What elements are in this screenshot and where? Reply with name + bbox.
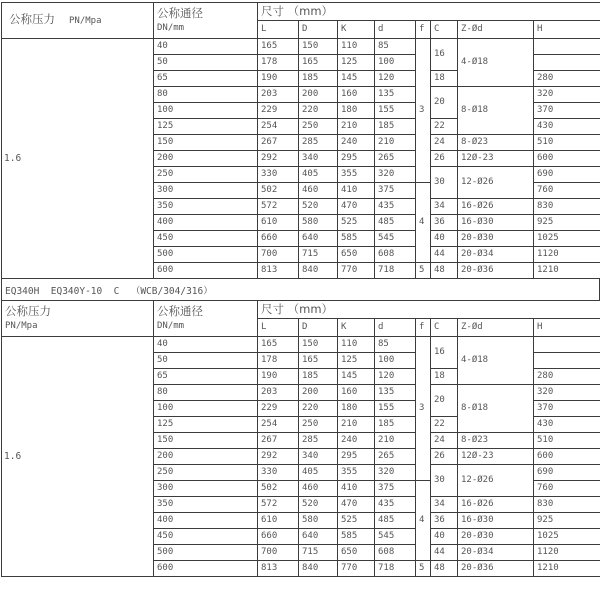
- cell-dn: 80: [154, 385, 258, 401]
- cell-D: 165: [299, 353, 338, 369]
- cell-H: 1210: [534, 561, 600, 577]
- pressure-header: [2, 3, 154, 39]
- cell-H: 600: [534, 151, 600, 167]
- cell-L: 203: [258, 87, 299, 103]
- cell-L: 165: [258, 39, 299, 55]
- cell-f: 5: [416, 263, 431, 279]
- cell-Z: 16-Ø26: [458, 199, 534, 215]
- cell-Z: 12Ø-23: [458, 151, 534, 167]
- cell-dn: 300: [154, 481, 258, 497]
- cell-d: 85: [375, 337, 416, 353]
- cell-K: 160: [338, 87, 375, 103]
- cell-K: 125: [338, 353, 375, 369]
- cell-L: 660: [258, 529, 299, 545]
- cell-d: 608: [375, 545, 416, 561]
- cell-D: 640: [299, 529, 338, 545]
- cell-Z: 20-Ø34: [458, 247, 534, 263]
- cell-D: 715: [299, 247, 338, 263]
- cell-f: 5: [416, 561, 431, 577]
- cell-Z: 8-Ø23: [458, 135, 534, 151]
- cell-H: 690: [534, 167, 600, 183]
- cell-K: 470: [338, 199, 375, 215]
- cell-L: 572: [258, 199, 299, 215]
- cell-d: 265: [375, 151, 416, 167]
- cell-K: 525: [338, 513, 375, 529]
- cell-L: 572: [258, 497, 299, 513]
- cell-K: 210: [338, 119, 375, 135]
- cell-D: 340: [299, 449, 338, 465]
- table-row: [2, 39, 600, 55]
- cell-dn: 450: [154, 529, 258, 545]
- cell-K: 410: [338, 183, 375, 199]
- cell-Z: 20-Ø34: [458, 545, 534, 561]
- cell-H: 510: [534, 433, 600, 449]
- col-header-d: d: [375, 319, 416, 337]
- cell-dn: 250: [154, 167, 258, 183]
- cell-D: 520: [299, 199, 338, 215]
- cell-H: 280: [534, 71, 600, 87]
- cell-dn: 200: [154, 449, 258, 465]
- cell-L: 813: [258, 263, 299, 279]
- cell-L: 190: [258, 369, 299, 385]
- cell-d: 608: [375, 247, 416, 263]
- cell-H: [534, 55, 600, 71]
- cell-H: 1025: [534, 231, 600, 247]
- cell-C: 44: [431, 247, 458, 263]
- cell-Z: 20-Ø36: [458, 263, 534, 279]
- cell-L: 700: [258, 545, 299, 561]
- cell-dn: 65: [154, 71, 258, 87]
- cell-C: 24: [431, 135, 458, 151]
- cell-L: 178: [258, 55, 299, 71]
- cell-d: 100: [375, 353, 416, 369]
- cell-d: 185: [375, 119, 416, 135]
- cell-K: 470: [338, 497, 375, 513]
- cell-dn: 100: [154, 401, 258, 417]
- cell-d: 155: [375, 103, 416, 119]
- cell-D: 185: [299, 71, 338, 87]
- cell-L: 610: [258, 215, 299, 231]
- cell-C: 20: [431, 385, 458, 417]
- cell-dn: 80: [154, 87, 258, 103]
- col-header-D: D: [299, 21, 338, 39]
- cell-Z: 16-Ø26: [458, 497, 534, 513]
- cell-L: 254: [258, 119, 299, 135]
- header-row-1: [2, 301, 600, 319]
- cell-dn: 100: [154, 103, 258, 119]
- cell-L: 229: [258, 103, 299, 119]
- dn-unit: DN/mm: [157, 320, 185, 331]
- cell-H: 1120: [534, 247, 600, 263]
- pressure-label: 公称压力: [9, 12, 55, 26]
- cell-dn: 65: [154, 369, 258, 385]
- cell-K: 145: [338, 71, 375, 87]
- cell-H: 510: [534, 135, 600, 151]
- cell-K: 160: [338, 385, 375, 401]
- cell-dn: 125: [154, 417, 258, 433]
- cell-d: 320: [375, 465, 416, 481]
- cell-D: 285: [299, 135, 338, 151]
- cell-C: 36: [431, 215, 458, 231]
- cell-C: 26: [431, 151, 458, 167]
- cell-L: 330: [258, 167, 299, 183]
- cell-d: 718: [375, 561, 416, 577]
- cell-D: 460: [299, 481, 338, 497]
- cell-H: 1210: [534, 263, 600, 279]
- cell-C: 40: [431, 231, 458, 247]
- cell-D: 150: [299, 39, 338, 55]
- col-header-Z: Z-Ød: [458, 21, 534, 39]
- cell-D: 150: [299, 337, 338, 353]
- cell-L: 203: [258, 385, 299, 401]
- cell-D: 200: [299, 87, 338, 103]
- cell-K: 145: [338, 369, 375, 385]
- cell-dn: 300: [154, 183, 258, 199]
- cell-K: 770: [338, 263, 375, 279]
- cell-f: 3: [416, 337, 431, 481]
- cell-d: 100: [375, 55, 416, 71]
- cell-dn: 450: [154, 231, 258, 247]
- cell-dn: 50: [154, 55, 258, 71]
- cell-Z: 16-Ø30: [458, 513, 534, 529]
- cell-K: 240: [338, 433, 375, 449]
- pressure-label: 公称压力: [5, 303, 51, 318]
- cell-K: 125: [338, 55, 375, 71]
- col-header-K: K: [338, 21, 375, 39]
- cell-L: 190: [258, 71, 299, 87]
- cell-L: 292: [258, 449, 299, 465]
- cell-L: 610: [258, 513, 299, 529]
- cell-Z: 16-Ø30: [458, 215, 534, 231]
- col-header-d: d: [375, 21, 416, 39]
- cell-dn: 600: [154, 263, 258, 279]
- cell-C: 48: [431, 263, 458, 279]
- cell-H: 690: [534, 465, 600, 481]
- cell-H: 1120: [534, 545, 600, 561]
- spec-table-bottom: [1, 300, 600, 577]
- pressure-unit: PN/Mpa: [5, 320, 38, 331]
- cell-D: 640: [299, 231, 338, 247]
- cell-K: 240: [338, 135, 375, 151]
- model-caption: EQ340H EQ340Y-10 C （WCB/304/316）: [1, 279, 600, 300]
- pressure-unit: PN/Mpa: [69, 16, 102, 26]
- cell-d: 85: [375, 39, 416, 55]
- cell-H: 830: [534, 497, 600, 513]
- cell-C: 30: [431, 465, 458, 497]
- cell-d: 265: [375, 449, 416, 465]
- table-body: [2, 337, 600, 577]
- header-row-1: [2, 3, 600, 21]
- cell-dn: 500: [154, 247, 258, 263]
- cell-Z: 12-Ø26: [458, 465, 534, 497]
- cell-d: 185: [375, 417, 416, 433]
- cell-dn: 150: [154, 433, 258, 449]
- cell-d: 210: [375, 433, 416, 449]
- cell-K: 525: [338, 215, 375, 231]
- cell-D: 200: [299, 385, 338, 401]
- cell-H: 925: [534, 513, 600, 529]
- col-header-K: K: [338, 319, 375, 337]
- col-header-Z: Z-Ød: [458, 319, 534, 337]
- col-header-H: H: [534, 319, 600, 337]
- table-row: [2, 337, 600, 353]
- cell-H: 430: [534, 417, 600, 433]
- cell-d: 120: [375, 71, 416, 87]
- col-header-C: C: [431, 21, 458, 39]
- cell-D: 220: [299, 401, 338, 417]
- cell-D: 185: [299, 369, 338, 385]
- col-header-L: L: [258, 21, 299, 39]
- pressure-header: [2, 301, 154, 337]
- cell-K: 410: [338, 481, 375, 497]
- cell-Z: 12Ø-23: [458, 449, 534, 465]
- cell-K: 180: [338, 401, 375, 417]
- cell-f: 4: [416, 481, 431, 561]
- cell-dn: 40: [154, 39, 258, 55]
- cell-Z: 8-Ø18: [458, 385, 534, 433]
- cell-K: 585: [338, 231, 375, 247]
- cell-C: 22: [431, 119, 458, 135]
- cell-C: 24: [431, 433, 458, 449]
- cell-d: 375: [375, 481, 416, 497]
- cell-dn: 125: [154, 119, 258, 135]
- cell-Z: 20-Ø30: [458, 529, 534, 545]
- spec-table-top: [1, 2, 600, 279]
- cell-d: 375: [375, 183, 416, 199]
- cell-dn: 200: [154, 151, 258, 167]
- cell-D: 405: [299, 465, 338, 481]
- cell-H: 370: [534, 401, 600, 417]
- cell-D: 340: [299, 151, 338, 167]
- cell-D: 520: [299, 497, 338, 513]
- size-header: 尺寸 （mm）: [258, 3, 600, 21]
- col-header-D: D: [299, 319, 338, 337]
- cell-H: 430: [534, 119, 600, 135]
- cell-Z: 8-Ø23: [458, 433, 534, 449]
- cell-H: 370: [534, 103, 600, 119]
- cell-D: 220: [299, 103, 338, 119]
- cell-K: 585: [338, 529, 375, 545]
- col-header-f: f: [416, 21, 431, 39]
- cell-D: 405: [299, 167, 338, 183]
- cell-C: 48: [431, 561, 458, 577]
- cell-H: 760: [534, 183, 600, 199]
- cell-H: 600: [534, 449, 600, 465]
- cell-C: 18: [431, 369, 458, 385]
- cell-Z: 20-Ø36: [458, 561, 534, 577]
- pressure-value-cell: 1.6: [2, 337, 154, 577]
- col-header-L: L: [258, 319, 299, 337]
- dn-header: [154, 301, 258, 337]
- cell-d: 155: [375, 401, 416, 417]
- cell-d: 435: [375, 199, 416, 215]
- cell-K: 210: [338, 417, 375, 433]
- col-header-C: C: [431, 319, 458, 337]
- dn-label: 公称通径: [157, 303, 203, 318]
- size-header: 尺寸 （mm）: [258, 301, 600, 319]
- cell-K: 110: [338, 337, 375, 353]
- cell-Z: 4-Ø18: [458, 337, 534, 385]
- cell-C: 16: [431, 337, 458, 369]
- cell-D: 285: [299, 433, 338, 449]
- cell-dn: 40: [154, 337, 258, 353]
- cell-d: 135: [375, 87, 416, 103]
- cell-C: 34: [431, 497, 458, 513]
- cell-K: 295: [338, 151, 375, 167]
- cell-f: 3: [416, 39, 431, 183]
- cell-L: 700: [258, 247, 299, 263]
- cell-D: 580: [299, 513, 338, 529]
- cell-d: 485: [375, 513, 416, 529]
- col-header-f: f: [416, 319, 431, 337]
- cell-K: 355: [338, 167, 375, 183]
- cell-D: 165: [299, 55, 338, 71]
- cell-C: 20: [431, 87, 458, 119]
- col-header-H: H: [534, 21, 600, 39]
- cell-Z: 8-Ø18: [458, 87, 534, 135]
- cell-K: 295: [338, 449, 375, 465]
- table-body: [2, 39, 600, 279]
- cell-C: 34: [431, 199, 458, 215]
- cell-C: 36: [431, 513, 458, 529]
- cell-d: 135: [375, 385, 416, 401]
- cell-H: [534, 39, 600, 55]
- cell-Z: 4-Ø18: [458, 39, 534, 87]
- cell-d: 545: [375, 529, 416, 545]
- cell-d: 545: [375, 231, 416, 247]
- cell-K: 355: [338, 465, 375, 481]
- cell-K: 110: [338, 39, 375, 55]
- cell-L: 660: [258, 231, 299, 247]
- cell-L: 502: [258, 183, 299, 199]
- cell-D: 840: [299, 561, 338, 577]
- cell-H: 320: [534, 385, 600, 401]
- cell-H: 925: [534, 215, 600, 231]
- cell-L: 267: [258, 135, 299, 151]
- cell-H: [534, 353, 600, 369]
- cell-dn: 400: [154, 513, 258, 529]
- cell-d: 485: [375, 215, 416, 231]
- cell-H: 280: [534, 369, 600, 385]
- cell-L: 229: [258, 401, 299, 417]
- cell-D: 580: [299, 215, 338, 231]
- dn-label: 公称通径: [157, 5, 203, 20]
- pressure-value-cell: 1.6: [2, 39, 154, 279]
- cell-Z: 12-Ø26: [458, 167, 534, 199]
- cell-dn: 50: [154, 353, 258, 369]
- cell-K: 770: [338, 561, 375, 577]
- cell-K: 650: [338, 545, 375, 561]
- cell-C: 40: [431, 529, 458, 545]
- cell-dn: 350: [154, 199, 258, 215]
- cell-D: 250: [299, 119, 338, 135]
- cell-C: 30: [431, 167, 458, 199]
- cell-H: 830: [534, 199, 600, 215]
- cell-f: 4: [416, 183, 431, 263]
- cell-C: 26: [431, 449, 458, 465]
- cell-D: 840: [299, 263, 338, 279]
- cell-L: 813: [258, 561, 299, 577]
- cell-H: 320: [534, 87, 600, 103]
- cell-K: 180: [338, 103, 375, 119]
- cell-C: 18: [431, 71, 458, 87]
- cell-dn: 500: [154, 545, 258, 561]
- cell-D: 250: [299, 417, 338, 433]
- cell-d: 320: [375, 167, 416, 183]
- cell-C: 22: [431, 417, 458, 433]
- cell-C: 44: [431, 545, 458, 561]
- cell-d: 435: [375, 497, 416, 513]
- cell-D: 460: [299, 183, 338, 199]
- cell-L: 502: [258, 481, 299, 497]
- cell-L: 292: [258, 151, 299, 167]
- cell-dn: 150: [154, 135, 258, 151]
- cell-L: 267: [258, 433, 299, 449]
- cell-Z: 20-Ø30: [458, 231, 534, 247]
- cell-H: 760: [534, 481, 600, 497]
- cell-dn: 600: [154, 561, 258, 577]
- cell-dn: 350: [154, 497, 258, 513]
- cell-H: [534, 337, 600, 353]
- cell-L: 178: [258, 353, 299, 369]
- dn-unit: DN/mm: [157, 22, 185, 33]
- cell-H: 1025: [534, 529, 600, 545]
- cell-K: 650: [338, 247, 375, 263]
- cell-L: 254: [258, 417, 299, 433]
- cell-dn: 250: [154, 465, 258, 481]
- dn-header: [154, 3, 258, 39]
- cell-L: 165: [258, 337, 299, 353]
- cell-L: 330: [258, 465, 299, 481]
- cell-dn: 400: [154, 215, 258, 231]
- cell-D: 715: [299, 545, 338, 561]
- cell-d: 120: [375, 369, 416, 385]
- cell-d: 210: [375, 135, 416, 151]
- cell-C: 16: [431, 39, 458, 71]
- cell-d: 718: [375, 263, 416, 279]
